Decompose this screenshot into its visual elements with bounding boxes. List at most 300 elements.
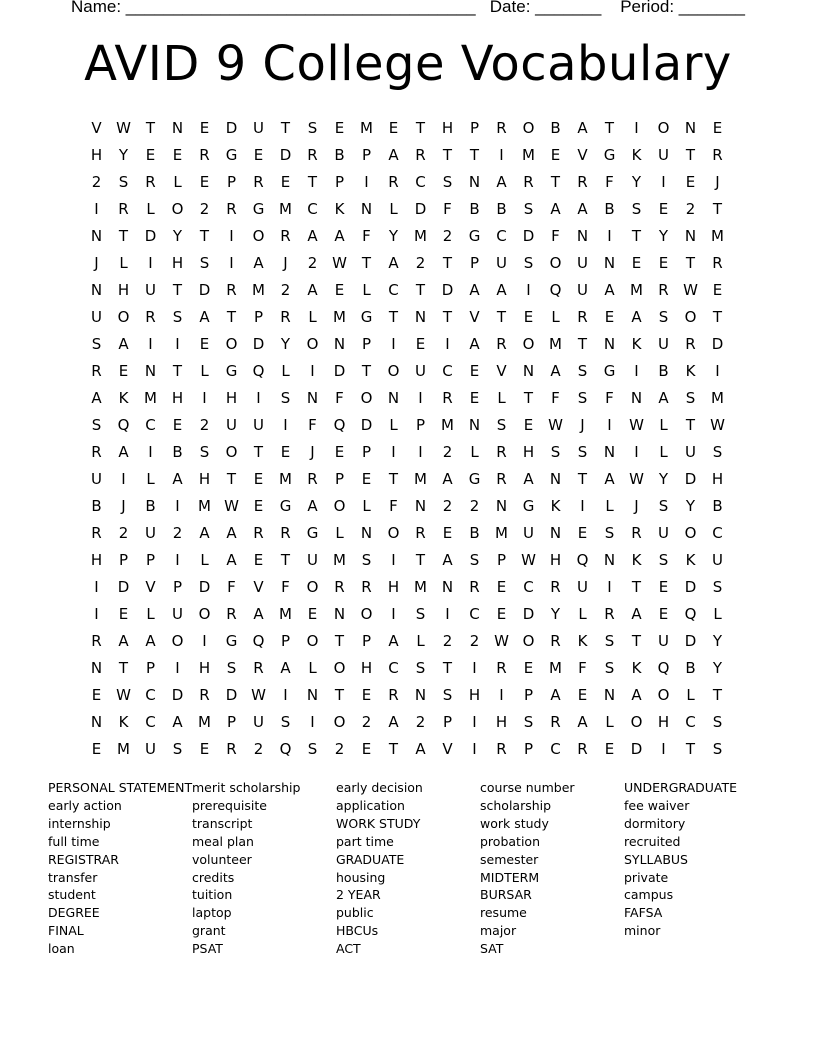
grid-letter: S [442,172,453,191]
grid-letter: D [333,361,346,380]
word-list-item: PSAT [192,941,223,957]
grid-letter: T [415,550,426,569]
grid-letter: A [631,685,642,704]
word-list-item: grant [192,923,226,939]
grid-letter: N [603,550,616,569]
grid-letter: W [116,685,131,704]
grid-letter: I [499,145,504,164]
grid-letter: T [307,172,318,191]
grid-letter: S [415,658,426,677]
grid-letter: R [523,172,534,191]
grid-letter: E [712,118,723,137]
grid-row [83,546,731,573]
grid-letter: R [577,172,588,191]
grid-letter: 2 [118,523,129,542]
grid-letter: I [256,388,261,407]
grid-letter: I [472,712,477,731]
grid-letter: I [499,685,504,704]
grid-letter: T [199,226,210,245]
grid-letter: S [550,442,561,461]
grid-letter: N [468,415,481,434]
grid-letter: O [684,523,697,542]
grid-letter: S [712,712,723,731]
grid-letter: M [333,550,346,569]
grid-letter: R [145,307,156,326]
grid-letter: I [175,334,180,353]
grid-letter: 2 [199,415,210,434]
grid-letter: N [549,469,562,488]
grid-letter: S [523,253,534,272]
word-list-item: HBCUs [336,923,379,939]
grid-letter: D [522,604,535,623]
grid-letter: W [548,415,563,434]
grid-letter: T [145,118,156,137]
grid-letter: U [226,415,237,434]
grid-letter: P [118,550,129,569]
grid-letter: M [360,118,373,137]
grid-letter: I [526,280,531,299]
grid-letter: Y [712,658,723,677]
grid-letter: S [496,415,507,434]
grid-letter: R [253,658,264,677]
grid-letter: I [229,226,234,245]
grid-letter: G [306,523,319,542]
grid-letter: T [631,577,642,596]
grid-letter: B [91,496,102,515]
grid-letter: A [469,280,480,299]
grid-letter: U [577,280,588,299]
grid-letter: D [144,226,157,245]
grid-letter: F [335,388,344,407]
grid-letter: F [551,226,560,245]
grid-letter: S [307,118,318,137]
grid-letter: B [496,199,507,218]
grid-letter: P [361,631,372,650]
word-list [48,779,788,958]
grid-letter: H [90,145,103,164]
grid-letter: J [283,253,288,272]
word-list-item: laptop [192,905,232,921]
grid-letter: V [469,307,480,326]
grid-letter: C [523,577,534,596]
grid-letter: R [496,118,507,137]
grid-letter: S [91,415,102,434]
grid-letter: E [199,172,210,191]
grid-row [83,573,731,600]
grid-letter: H [495,712,508,731]
grid-letter: E [658,577,669,596]
grid-letter: S [91,334,102,353]
word-list-item: transcript [192,815,253,831]
word-column [48,779,192,958]
grid-letter: A [307,496,318,515]
grid-letter: S [658,307,669,326]
grid-letter: C [712,523,723,542]
grid-letter: D [684,469,697,488]
grid-letter: I [634,118,639,137]
grid-letter: I [283,685,288,704]
grid-letter: O [306,334,319,353]
grid-row [83,600,731,627]
word-list-item: internship [48,815,111,831]
grid-letter: E [523,415,534,434]
grid-letter: A [172,712,183,731]
grid-letter: M [279,604,292,623]
grid-letter: T [577,469,588,488]
word-list-item: application [336,797,405,813]
grid-letter: S [523,712,534,731]
grid-letter: U [658,334,669,353]
grid-letter: B [712,496,723,515]
grid-letter: L [389,415,398,434]
grid-letter: L [659,442,668,461]
grid-letter: I [661,172,666,191]
grid-letter: G [252,199,265,218]
grid-letter: Y [658,469,669,488]
grid-row [83,168,731,195]
word-list-item: scholarship [480,797,552,813]
grid-letter: L [605,496,614,515]
grid-letter: N [306,685,319,704]
grid-letter: E [334,280,345,299]
grid-letter: E [496,604,507,623]
grid-letter: A [550,685,561,704]
grid-letter: R [226,604,237,623]
grid-letter: O [387,523,400,542]
grid-letter: A [388,145,399,164]
grid-letter: R [577,739,588,758]
grid-letter: S [172,739,183,758]
grid-letter: O [549,253,562,272]
grid-letter: D [441,280,454,299]
grid-letter: I [148,442,153,461]
grid-letter: M [441,415,454,434]
grid-letter: R [658,280,669,299]
grid-letter: C [469,604,480,623]
word-list-item: REGISTRAR [48,851,119,867]
grid-letter: S [307,739,318,758]
grid-letter: E [496,577,507,596]
grid-letter: F [443,199,452,218]
grid-letter: F [578,658,587,677]
grid-letter: F [362,226,371,245]
grid-letter: T [388,469,399,488]
grid-letter: N [468,172,481,191]
grid-letter: N [90,226,103,245]
grid-letter: A [199,523,210,542]
grid-letter: U [253,712,264,731]
grid-letter: A [550,361,561,380]
grid-letter: A [442,550,453,569]
grid-letter: 2 [415,253,426,272]
grid-letter: T [172,361,183,380]
grid-letter: L [362,496,371,515]
grid-letter: G [279,496,292,515]
grid-letter: D [711,334,724,353]
grid-letter: P [145,658,156,677]
grid-row [83,141,731,168]
grid-letter: A [226,550,237,569]
grid-letter: D [198,280,211,299]
grid-letter: A [388,253,399,272]
grid-letter: M [549,334,562,353]
grid-letter: G [225,145,238,164]
grid-letter: S [577,442,588,461]
grid-letter: A [469,334,480,353]
grid-letter: A [604,280,615,299]
grid-letter: R [280,226,291,245]
grid-letter: N [333,334,346,353]
grid-letter: E [199,334,210,353]
grid-letter: H [171,388,184,407]
grid-letter: H [198,469,211,488]
word-column [336,779,480,958]
word-list-item: private [624,869,669,885]
grid-letter: U [577,577,588,596]
grid-letter: U [496,253,507,272]
grid-letter: E [577,685,588,704]
word-list-item: recruited [624,833,681,849]
grid-letter: E [145,145,156,164]
word-list-item: part time [336,833,394,849]
grid-letter: P [361,145,372,164]
grid-letter: C [307,199,318,218]
word-list-item: loan [48,941,75,957]
grid-letter: Q [684,604,697,623]
word-list-item: DEGREE [48,905,100,921]
grid-letter: D [684,577,697,596]
grid-letter: P [253,307,264,326]
word-list-item: tuition [192,887,233,903]
grid-letter: P [226,172,237,191]
grid-letter: T [469,145,480,164]
grid-letter: G [522,496,535,515]
grid-letter: E [253,496,264,515]
grid-letter: Y [388,226,399,245]
grid-letter: E [523,307,534,326]
grid-letter: R [604,604,615,623]
grid-letter: D [252,334,265,353]
grid-letter: N [360,523,373,542]
grid-letter: U [253,415,264,434]
grid-letter: W [116,118,131,137]
grid-letter: H [225,388,238,407]
grid-letter: I [418,442,423,461]
grid-letter: O [333,496,346,515]
word-column [480,779,624,958]
grid-letter: R [253,172,264,191]
grid-letter: A [442,469,453,488]
word-list-item: MIDTERM [480,869,540,885]
grid-letter: R [145,172,156,191]
grid-letter: R [334,577,345,596]
grid-letter: I [472,739,477,758]
grid-letter: S [199,253,210,272]
grid-letter: P [469,118,480,137]
grid-letter: T [631,226,642,245]
grid-letter: S [442,685,453,704]
grid-letter: T [442,658,453,677]
grid-letter: W [629,469,644,488]
grid-letter: Y [685,496,696,515]
grid-letter: N [441,577,454,596]
grid-letter: C [496,226,507,245]
grid-letter: E [118,604,129,623]
grid-letter: N [306,388,319,407]
grid-letter: S [226,658,237,677]
grid-letter: T [280,118,291,137]
page-title: AVID 9 College Vocabulary [84,36,732,92]
grid-letter: K [550,496,561,515]
grid-letter: T [361,361,372,380]
grid-letter: G [603,361,616,380]
grid-letter: V [496,361,507,380]
grid-letter: L [146,604,155,623]
grid-letter: A [172,469,183,488]
grid-letter: U [685,442,696,461]
grid-letter: B [658,361,669,380]
grid-letter: A [577,199,588,218]
grid-letter: S [712,739,723,758]
grid-letter: I [607,577,612,596]
grid-letter: O [306,577,319,596]
grid-letter: K [334,199,345,218]
grid-letter: R [280,307,291,326]
grid-letter: D [225,118,238,137]
grid-letter: 2 [415,712,426,731]
grid-letter: U [145,739,156,758]
grid-letter: N [603,685,616,704]
grid-letter: S [577,388,588,407]
grid-letter: R [91,523,102,542]
grid-letter: W [332,253,347,272]
grid-letter: E [334,442,345,461]
grid-row [83,357,731,384]
grid-letter: 2 [469,496,480,515]
grid-letter: E [712,280,723,299]
grid-letter: O [360,604,373,623]
grid-row [83,438,731,465]
word-list-item: semester [480,851,539,867]
grid-letter: 2 [469,631,480,650]
grid-letter: N [90,658,103,677]
grid-letter: E [658,253,669,272]
grid-letter: I [202,631,207,650]
grid-letter: J [715,172,720,191]
grid-letter: R [91,361,102,380]
grid-row [83,708,731,735]
grid-letter: I [418,388,423,407]
grid-letter: T [685,415,696,434]
grid-letter: R [280,523,291,542]
grid-letter: I [94,577,99,596]
grid-letter: C [145,415,156,434]
grid-letter: S [415,604,426,623]
grid-letter: A [415,739,426,758]
grid-letter: I [175,496,180,515]
grid-letter: O [522,631,535,650]
grid-letter: I [445,604,450,623]
grid-letter: A [118,334,129,353]
grid-letter: Q [252,361,265,380]
grid-letter: O [333,712,346,731]
grid-letter: N [333,604,346,623]
grid-letter: R [199,145,210,164]
grid-letter: D [414,199,427,218]
word-list-item: housing [336,869,386,885]
grid-letter: N [360,199,373,218]
grid-letter: E [280,172,291,191]
word-list-item: GRADUATE [336,851,405,867]
grid-letter: L [281,361,290,380]
grid-letter: A [577,712,588,731]
grid-letter: T [253,442,264,461]
grid-letter: E [199,739,210,758]
grid-letter: B [685,658,696,677]
grid-letter: G [225,631,238,650]
grid-letter: E [91,685,102,704]
grid-row [83,735,731,762]
grid-letter: I [175,550,180,569]
grid-letter: L [416,631,425,650]
grid-letter: O [522,118,535,137]
grid-letter: O [360,388,373,407]
word-list-item: meal plan [192,833,254,849]
word-list-item: public [336,905,374,921]
grid-letter: U [307,550,318,569]
grid-letter: D [171,685,184,704]
grid-letter: T [361,253,372,272]
header-fields: Name: _____________________________________ Date: _______ Period: _______ [71,0,745,16]
grid-letter: N [414,307,427,326]
grid-letter: I [634,361,639,380]
grid-letter: P [496,550,507,569]
grid-letter: M [279,469,292,488]
grid-letter: F [281,577,290,596]
grid-letter: I [310,361,315,380]
grid-letter: S [280,712,291,731]
grid-row [83,303,731,330]
grid-letter: T [388,739,399,758]
grid-letter: A [253,604,264,623]
grid-letter: T [685,253,696,272]
grid-letter: Q [657,658,670,677]
grid-letter: U [145,523,156,542]
grid-letter: M [549,658,562,677]
grid-letter: E [442,523,453,542]
grid-letter: E [280,442,291,461]
grid-letter: F [227,577,236,596]
grid-letter: S [199,442,210,461]
grid-letter: N [684,118,697,137]
grid-letter: N [171,118,184,137]
grid-letter: S [604,658,615,677]
grid-letter: B [604,199,615,218]
grid-letter: N [144,361,157,380]
grid-letter: Q [252,631,265,650]
grid-letter: T [712,685,723,704]
grid-letter: D [117,577,130,596]
grid-letter: B [334,145,345,164]
grid-letter: T [442,307,453,326]
grid-letter: I [121,469,126,488]
grid-row [83,465,731,492]
word-list-item: merit scholarship [192,780,301,795]
grid-letter: I [364,172,369,191]
grid-letter: Y [658,226,669,245]
grid-letter: S [685,388,696,407]
grid-letter: P [442,712,453,731]
